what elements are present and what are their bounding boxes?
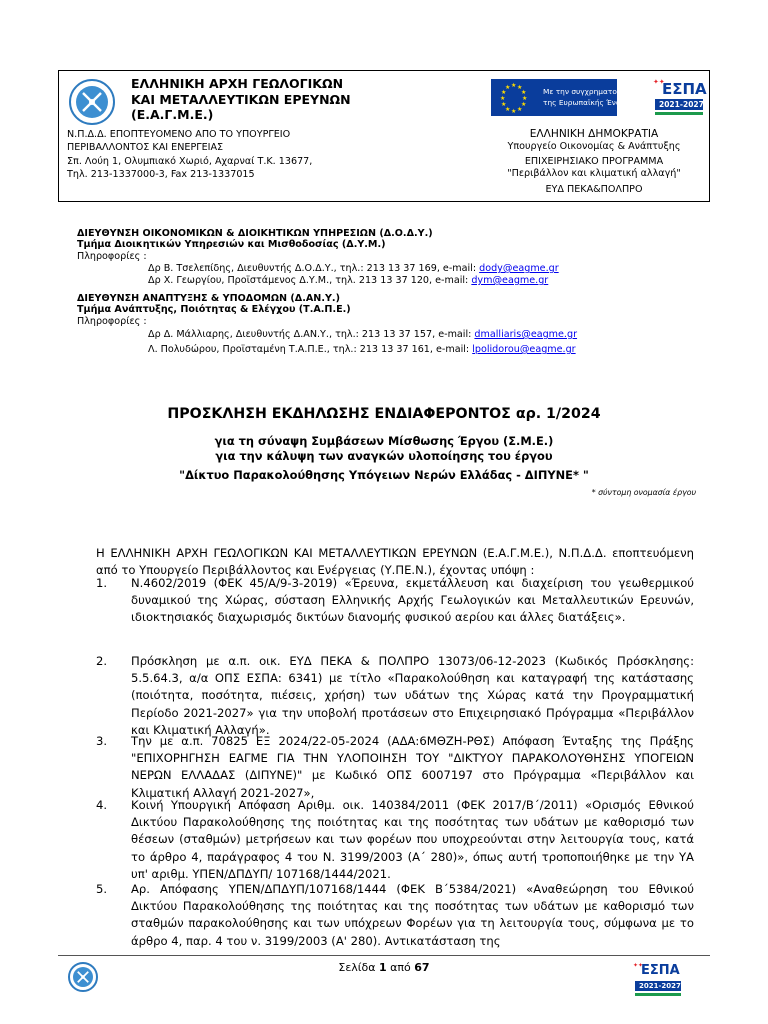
- list-item: 3. Την με α.π. 70825 ΕΞ 2024/22-05-2024 (ΑΔΑ:6ΜΘΖΗ-ΡΘΣ) Απόφαση Ένταξης της Πράξης "ΕΠΙΧΟΡΗΓΗΣΗ ΕΑΓΜΕ ΓΙΑ ΤΗΝ ΥΛΟΠΟΙΗΣΗ ΤΟΥ "ΔΙΚΤΥΟΥ ΠΑΡΑΚΟΛΟΥΘΗΣΗΣ ΥΠΟΓΕΙΩΝ ΝΕΡΩΝ ΕΛΛΑΔΑΣ (ΔΙΠΥΝΕ)" με Κωδικό ΟΠΣ 6007197 στο Πρόγραμμα «Περιβάλλον και Κλιματική Αλλαγή 2021-2027»,: [96, 734, 694, 800]
- dody-title: ΔΙΕΥΘΥΝΣΗ ΟΙΚΟΝΟΜΙΚΩΝ & ΔΙΟΙΚΗΤΙΚΩΝ ΥΠΗΡΕΣΙΩΝ (Δ.Ο.Δ.Υ.): [77, 228, 433, 239]
- espa-logo-icon: ✦✦ ΕΣΠΑ 2021-2027: [632, 962, 684, 998]
- list-item: 2. Πρόσκληση με α.π. οικ. ΕΥΔ ΠΕΚΑ & ΠΟΛΠΡΟ 13073/06-12-2023 (Κωδικός Πρόσκλησης: 5.5.64.3, α/α ΟΠΣ ΕΣΠΑ: 6341) με τίτλο «Παρακολούθηση και καταγραφή της κατάστασης (ποιότητα, ποσότητα, πιέσεις, χρήση) των υδάτων της Χώρας κατά την Προγραμματική Περίοδο 2021-2027» για την υποβολή προτάσεων στο Επιχειρησιακό Πρόγραμμα «Περιβάλλον και Κλιματική Αλλαγή».: [96, 654, 694, 737]
- espa-logo-icon: ✦✦ ΕΣΠΑ 2021-2027: [651, 77, 705, 119]
- dody-subtitle: Τμήμα Διοικητικών Υπηρεσιών και Μισθοδοσίας (Δ.Υ.Μ.): [77, 239, 386, 250]
- dany-subtitle: Τμήμα Ανάπτυξης, Ποιότητας & Ελέγχου (Τ.Α.Π.Ε.): [77, 304, 351, 315]
- list-item: 1. Ν.4602/2019 (ΦΕΚ 45/Α/9-3-2019) «Έρευνα, εκμετάλλευση και διαχείριση του γεωθερμικού δυναμικού της Χώρας, σύσταση Ελληνικής Αρχής Γεωλογικών και Μεταλλευτικών Ερευνών, ιδιοκτησιακός διαχωρισμός δικτύων διανομής φυσικού αερίου και άλλες διατάξεις».: [96, 576, 694, 625]
- contact-tselepidis: Δρ Β. Τσελεπίδης, Διευθυντής Δ.Ο.Δ.Υ., τηλ.: 213 13 37 169, e-mail: dody@eagme.gr: [148, 263, 559, 274]
- project-name: "Δίκτυο Παρακολούθησης Υπόγειων Νερών Ελλάδας - ΔΙΠΥΝΕ* ": [179, 468, 589, 482]
- email-link-dym[interactable]: dym@eagme.gr: [471, 275, 549, 286]
- info-label-2: Πληροφορίες :: [77, 316, 147, 327]
- document-subtitle: για τη σύναψη Συμβάσεων Μίσθωσης Έργου (Σ.Μ.Ε.) για την κάλυψη των αναγκών υλοποίησης του έργου: [214, 434, 554, 463]
- dany-title: ΔΙΕΥΘΥΝΣΗ ΑΝΑΠΤΥΞΗΣ & ΥΠΟΔΟΜΩΝ (Δ.ΑΝ.Υ.): [77, 293, 340, 304]
- supervision-note: Ν.Π.Δ.Δ. ΕΠΟΠΤΕΥΟΜΕΝΟ ΑΠΟ ΤΟ ΥΠΟΥΡΓΕΙΟ ΠΕΡΙΒΑΛΛΟΝΤΟΣ ΚΑΙ ΕΝΕΡΓΕΙΑΣ: [67, 129, 291, 153]
- organization-name: ΕΛΛΗΝΙΚΗ ΑΡΧΗ ΓΕΩΛΟΓΙΚΩΝ ΚΑΙ ΜΕΤΑΛΛΕΥΤΙΚΩΝ ΕΡΕΥΝΩΝ (Ε.Α.Γ.Μ.Ε.): [131, 76, 351, 122]
- contact-polydorou: Λ. Πολυδώρου, Προϊσταμένη Τ.Α.Π.Ε., τηλ.: 213 13 37 161, e-mail: lpolidorou@eagme.gr: [148, 344, 576, 355]
- list-item: 4. Κοινή Υπουργική Απόφαση Αριθμ. οικ. 140384/2011 (ΦΕΚ 2017/Β΄/2011) «Ορισμός Εθνικού Δικτύου Παρακολούθησης της ποιότητας και της ποσότητας των υδάτων με καθορισμό των θέσεων (σταθμών) μετρήσεων και των φορέων που υποχρεούνται στην λειτουργία τους, κατά το άρθρο 4, παράγραφος 4 του Ν. 3199/2003 (Α΄ 280)», όπως αυτή τροποποιήθηκε με την ΥΑ υπ' αριθμ. ΥΠΕΝ/ΔΠΔΥΠ/ 107168/1444/2021.: [96, 798, 694, 881]
- organization-address: Σπ. Λούη 1, Ολυμπιακό Χωριό, Αχαρναί Τ.Κ. 13677, Τηλ. 213-1337000-3, Fax 213-1337015: [67, 156, 313, 180]
- footer-divider: [58, 955, 710, 956]
- eu-flag-icon: ★ ★ ★ ★ ★ ★ ★ ★ ★ ★ ★ ★: [491, 79, 537, 116]
- republic-ministry-block: ΕΛΛΗΝΙΚΗ ΔΗΜΟΚΡΑΤΙΑ Υπουργείο Οικονομίας & Ανάπτυξης ΕΠΙΧΕΙΡΗΣΙΑΚΟ ΠΡΟΓΡΑΜΜΑ "Περιβάλλον και κλιματική αλλαγή" ΕΥΔ ΠΕΚΑ&ΠΟΛΠΡΟ: [507, 128, 681, 195]
- document-title: ΠΡΟΣΚΛΗΣΗ ΕΚΔΗΛΩΣΗΣ ΕΝΔΙΑΦΕΡΟΝΤΟΣ αρ. 1/2024: [167, 406, 601, 422]
- email-link-dody[interactable]: dody@eagme.gr: [479, 263, 559, 274]
- contact-georgiou: Δρ Χ. Γεωργίου, Προϊστάμενος Δ.Υ.Μ., τηλ. 213 13 37 120, e-mail: dym@eagme.gr: [148, 275, 549, 286]
- intro-paragraph: Η ΕΛΛΗΝΙΚΗ ΑΡΧΗ ΓΕΩΛΟΓΙΚΩΝ ΚΑΙ ΜΕΤΑΛΛΕΥΤΙΚΩΝ ΕΡΕΥΝΩΝ (Ε.Α.Γ.Μ.Ε.), Ν.Π.Δ.Δ. εποπτευόμενη από το Υπουργείο Περιβάλλοντος και Ενέργειας (Υ.ΠΕ.Ν.), έχοντας υπόψη :: [96, 546, 694, 578]
- info-label: Πληροφορίες :: [77, 251, 147, 262]
- page-number: Σελίδα 1 από 67: [338, 961, 430, 974]
- eu-cofunding-label: Με την συγχρηματοδότηση της Ευρωπαϊκής Ένωσης: [537, 79, 617, 116]
- letterhead-box: [58, 70, 710, 202]
- email-link-lpolidorou[interactable]: lpolidorou@eagme.gr: [472, 344, 576, 355]
- list-item: 5. Αρ. Απόφασης ΥΠΕΝ/ΔΠΔΥΠ/107168/1444 (ΦΕΚ Β΄5384/2021) «Αναθεώρηση του Εθνικού Δικτύου Παρακολούθησης της ποιότητας και της ποσότητας των υδάτων με καθορισμό των σταθμών παρακολούθησης και των υπόχρεων Φορέων για τη λειτουργία τους, σύμφωνα με το άρθρο 4, παρ. 4 του ν. 3199/2003 (Α' 280). Αντικατάσταση της: [96, 882, 694, 948]
- email-link-dmalliaris[interactable]: dmalliaris@eagme.gr: [474, 329, 578, 340]
- contact-malliaris: Δρ Δ. Μάλλιαρης, Διευθυντής Δ.ΑΝ.Υ., τηλ.: 213 13 37 157, e-mail: dmalliaris@eagme.gr: [148, 329, 578, 340]
- project-footnote: * σύντομη ονομασία έργου: [591, 488, 696, 497]
- eagme-logo-icon: [69, 79, 115, 125]
